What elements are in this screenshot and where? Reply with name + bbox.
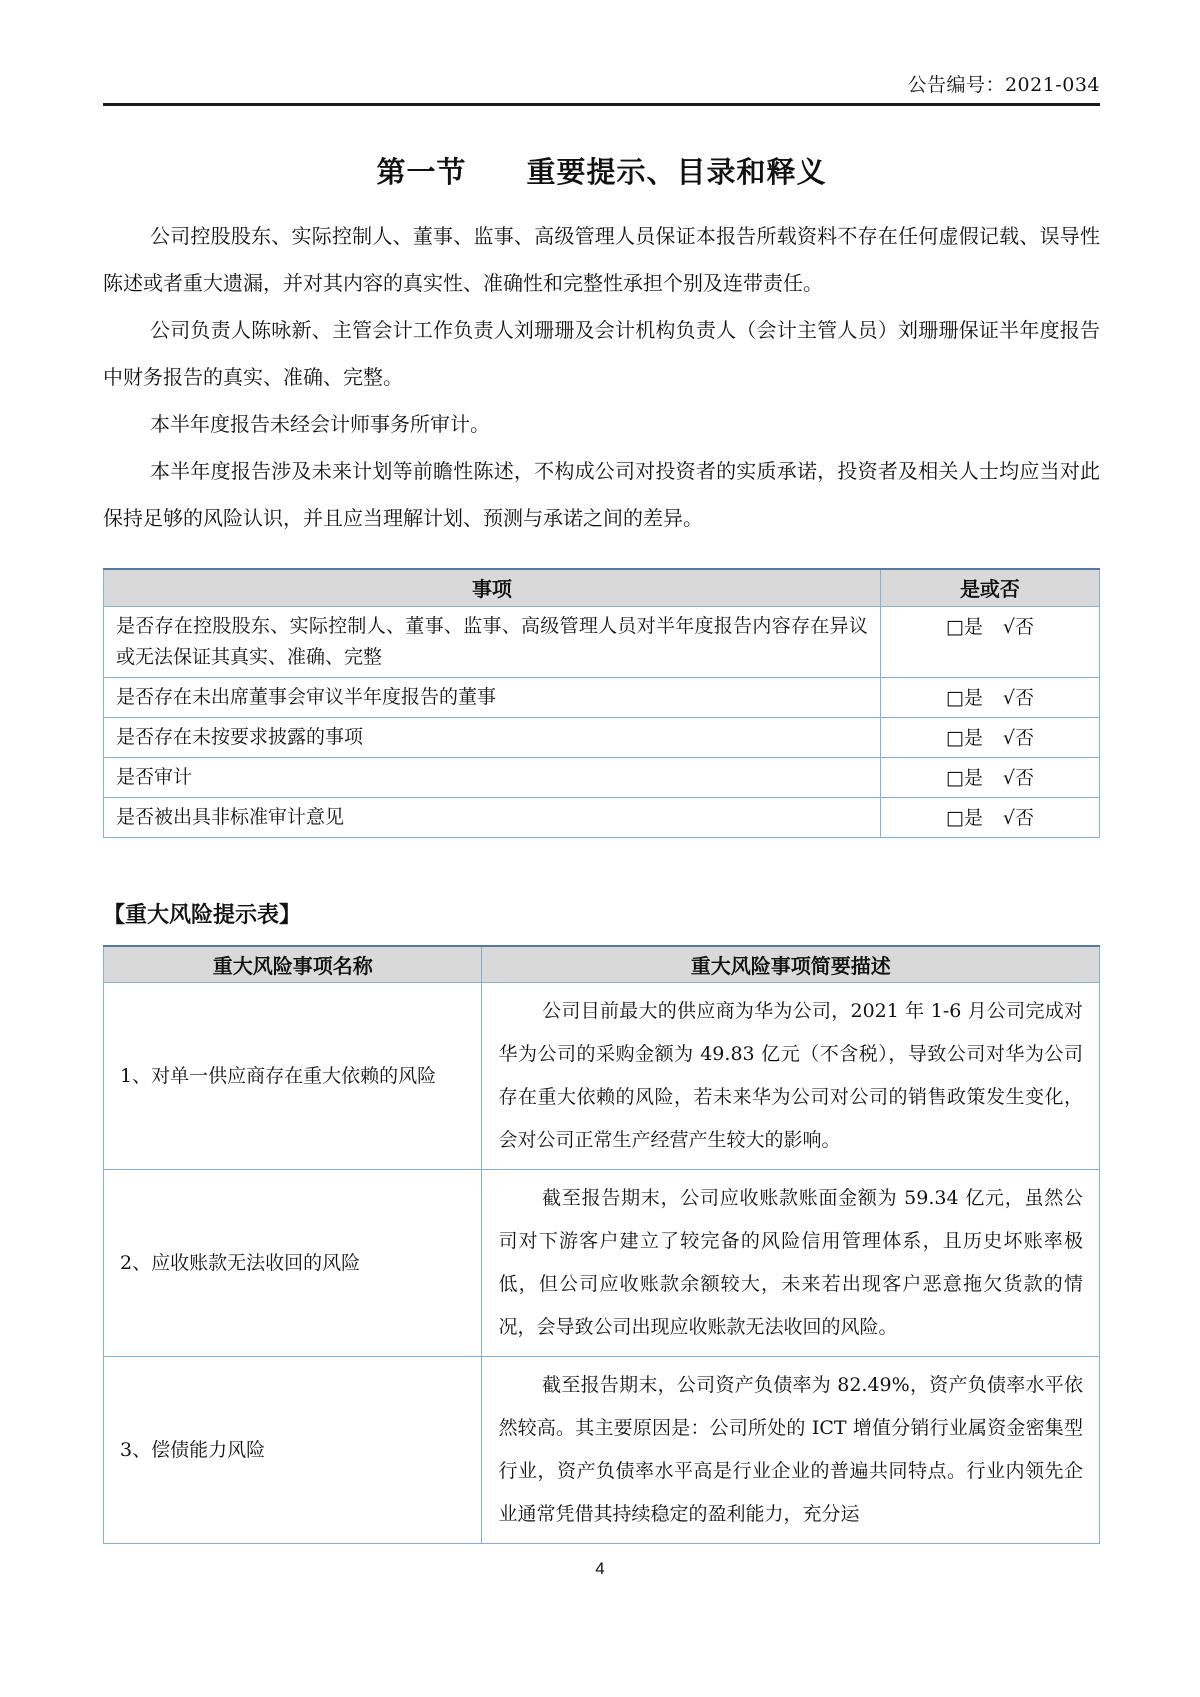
checkmark-no: √否 [1002,686,1034,709]
paragraph-responsible-persons: 公司负责人陈咏新、主管会计工作负责人刘珊珊及会计机构负责人（会计主管人员）刘珊珊保证半年度报告中财务报告的真实、准确、完整。 [103,318,1100,389]
table-row [104,606,1100,677]
table-row [104,797,1100,837]
table-row [104,983,1100,1170]
matter-item: 是否审计 [104,757,881,797]
matter-answer [880,797,1099,837]
risk-table [103,945,1100,1545]
matter-item: 是否被出具非标准审计意见 [104,797,881,837]
risk-description: 截至报告期末，公司应收账款账面金额为 59.34 亿元，虽然公司对下游客户建立了较完备的风险信用管理体系，且历史坏账率极低，但公司应收账款余额较大，未来若出现客户恶意拖欠货款的情况，会导致公司出现应收账款无法收回的风险。 [482,1170,1100,1357]
checkmark-no: √否 [1002,726,1034,749]
risk-col-description: 重大风险事项简要描述 [482,946,1100,983]
matter-answer [880,606,1099,677]
risk-description: 公司目前最大的供应商为华为公司，2021 年 1-6 月公司完成对华为公司的采购金额为 49.83 亿元（不含税），导致公司对华为公司存在重大依赖的风险，若未来华为公司对公司的销售政策发生变化，会对公司正常生产经营产生较大的影响。 [482,983,1100,1170]
table-row [104,677,1100,717]
risk-header-row [104,946,1100,983]
paragraph-unaudited: 本半年度报告未经会计师事务所审计。 [150,412,490,436]
checkmark-no: √否 [1002,806,1034,829]
page-number: 4 [595,1559,605,1578]
intro-paragraphs [103,213,1100,542]
checkbox-unchecked-yes: □是 [945,686,983,709]
table-row [104,1357,1100,1544]
checkbox-unchecked-yes: □是 [945,615,983,638]
doc-number: 公告编号：2021-034 [907,74,1100,96]
checkbox-unchecked-yes: □是 [945,806,983,829]
table-row [104,757,1100,797]
table-row [104,717,1100,757]
matter-item: 是否存在控股股东、实际控制人、董事、监事、高级管理人员对半年度报告内容存在异议或无法保证其真实、准确、完整 [104,606,881,677]
matter-answer [880,717,1099,757]
paragraph-forward-looking: 本半年度报告涉及未来计划等前瞻性陈述，不构成公司对投资者的实质承诺，投资者及相关人士均应当对此保持足够的风险认识，并且应当理解计划、预测与承诺之间的差异。 [103,459,1100,530]
matter-item: 是否存在未出席董事会审议半年度报告的董事 [104,677,881,717]
risk-name: 2、应收账款无法收回的风险 [104,1170,482,1357]
header-divider [103,103,1100,106]
risk-section-heading: 【重大风险提示表】 [103,901,302,927]
checkmark-no: √否 [1002,766,1034,789]
matters-col-answer: 是或否 [880,569,1099,606]
matter-item: 是否存在未按要求披露的事项 [104,717,881,757]
matter-answer [880,757,1099,797]
page-content [103,0,1100,1544]
risk-name: 3、偿债能力风险 [104,1357,482,1544]
risk-name: 1、对单一供应商存在重大依赖的风险 [104,983,482,1170]
paragraph-guarantee: 公司控股股东、实际控制人、董事、监事、高级管理人员保证本报告所载资料不存在任何虚假记载、误导性陈述或者重大遗漏，并对其内容的真实性、准确性和完整性承担个别及连带责任。 [103,224,1100,295]
section-title: 第一节 重要提示、目录和释义 [376,157,827,189]
risk-col-name: 重大风险事项名称 [104,946,482,983]
matters-header-row [104,569,1100,606]
risk-description: 截至报告期末，公司资产负债率为 82.49%，资产负债率水平依然较高。其主要原因是：公司所处的 ICT 增值分销行业属资金密集型行业，资产负债率水平高是行业企业的普遍共同特点。行业内领先企业通常凭借其持续稳定的盈利能力，充分运 [482,1357,1100,1544]
matters-col-item: 事项 [104,569,881,606]
checkbox-unchecked-yes: □是 [945,766,983,789]
checkbox-unchecked-yes: □是 [945,726,983,749]
matters-table [103,568,1100,838]
checkmark-no: √否 [1002,615,1034,638]
matter-answer [880,677,1099,717]
table-row [104,1170,1100,1357]
